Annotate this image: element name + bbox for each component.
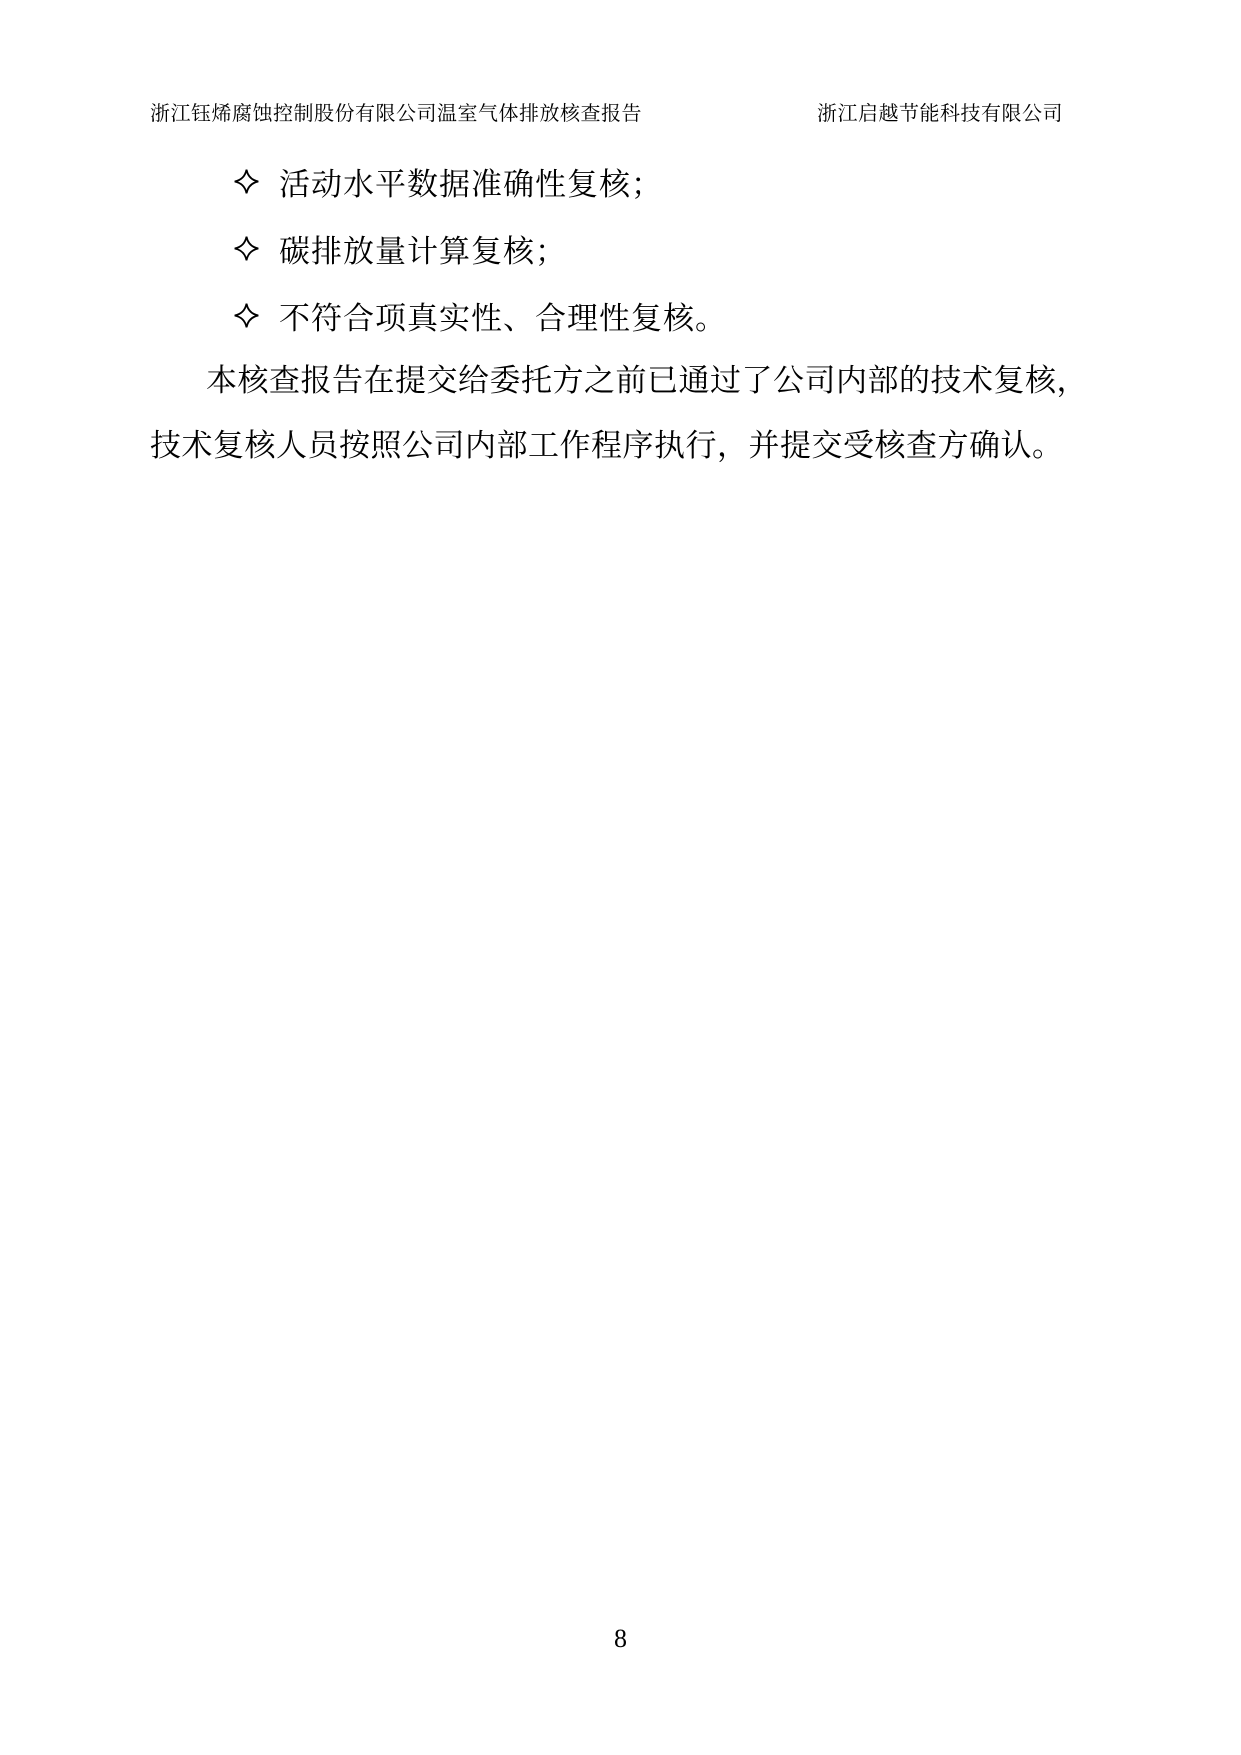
- page-number: 8: [614, 1624, 627, 1653]
- page-footer: [0, 1624, 1241, 1654]
- paragraph-line: 技术复核人员按照公司内部工作程序执行，并提交受核查方确认。: [150, 428, 1064, 463]
- page-header: [150, 97, 1063, 126]
- paragraph-line: 本核查报告在提交给委托方之前已通过了公司内部的技术复核，: [206, 363, 1088, 398]
- review-items-list: [233, 148, 1091, 349]
- list-item-text: 碳排放量计算复核；: [279, 234, 567, 269]
- list-item: [233, 148, 1091, 215]
- list-item: [233, 282, 1091, 349]
- header-right-title: 浙江启越节能科技有限公司: [817, 103, 1063, 125]
- body-paragraph: [150, 348, 1091, 478]
- diamond-bullet-icon: [233, 235, 260, 262]
- diamond-bullet-icon: [233, 302, 260, 329]
- list-item: [233, 215, 1091, 282]
- list-item-text: 不符合项真实性、合理性复核。: [279, 301, 727, 336]
- list-item-text: 活动水平数据准确性复核；: [279, 167, 663, 202]
- diamond-bullet-icon: [233, 168, 260, 195]
- header-left-title: 浙江钰烯腐蚀控制股份有限公司温室气体排放核查报告: [150, 103, 642, 125]
